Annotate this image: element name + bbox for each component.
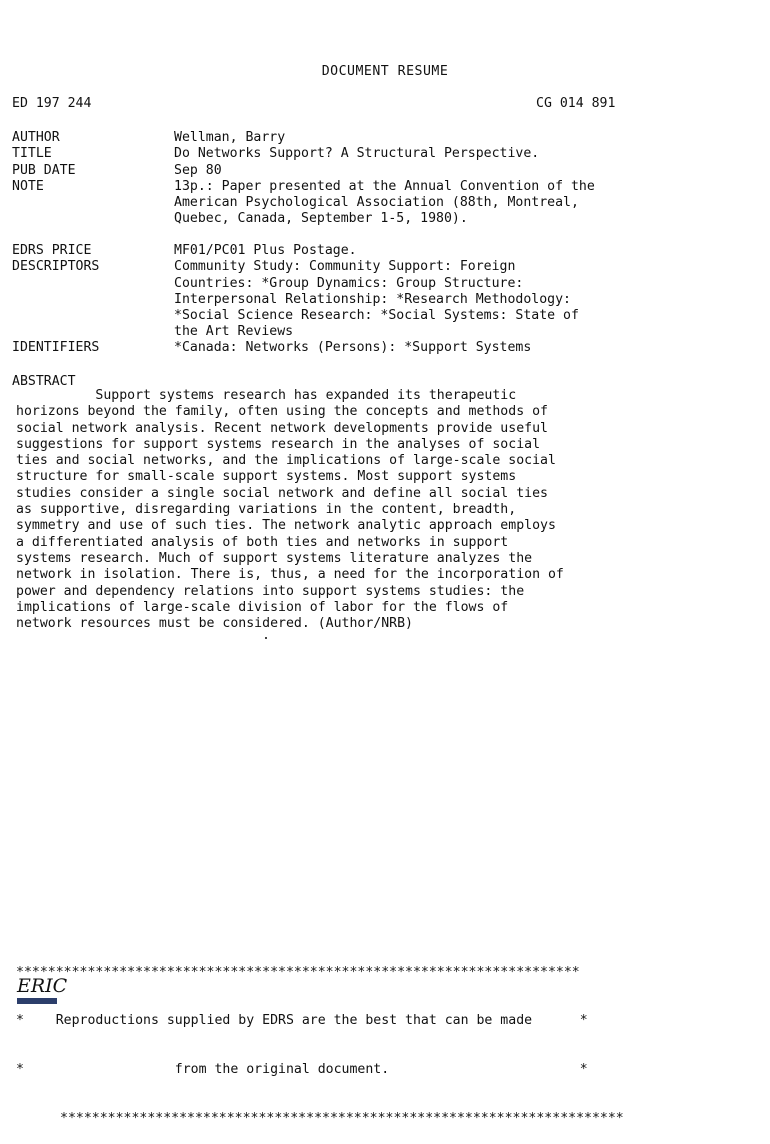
metadata-value: Wellman, Barry [174,130,286,145]
metadata-label [12,276,174,292]
metadata-block-descriptors [12,243,752,341]
abstract-line: a differentiated analysis of both ties and networks in support [16,534,509,550]
document-title: DOCUMENT RESUME [321,64,449,79]
abstract-line: network resources must be considered. (Author/NRB) [16,616,413,632]
abstract-line: Support systems research has expanded its therapeutic [16,388,517,403]
metadata-row [12,340,752,356]
metadata-value: Community Study: Community Support: Foreign [174,259,516,275]
metadata-row [12,292,752,308]
metadata-row [12,146,752,162]
abstract-line: network in isolation. There is, thus, a need for the incorporation of [16,567,564,583]
abstract-body [16,388,736,632]
metadata-value: *Canada: Networks (Persons): *Support Systems [174,340,532,355]
metadata-value: Sep 80 [174,162,222,178]
eric-logo-bar [17,998,57,1004]
abstract-label: ABSTRACT [12,374,76,389]
abstract-line: symmetry and use of such ties. The network analytic approach employs [16,518,556,534]
metadata-block-bibliographic [12,130,752,228]
metadata-row [12,276,752,292]
metadata-row [12,163,752,179]
metadata-value: Interpersonal Relationship: *Research Methodology: [174,291,571,307]
scan-speck [265,637,267,639]
metadata-row [12,211,752,227]
metadata-label: EDRS PRICE [12,243,92,258]
metadata-label: NOTE [12,178,44,194]
ed-number: ED 197 244 [12,96,92,111]
eric-logo-text: ERIC [17,975,68,997]
abstract-line: systems research. Much of support systems literature analyzes the [16,550,533,566]
metadata-row [12,308,752,324]
cg-number: CG 014 891 [536,96,616,111]
notice-line-1: * Reproductions supplied by EDRS are the best that can be made * [16,1013,588,1029]
metadata-label: AUTHOR [12,130,60,145]
metadata-label: IDENTIFIERS [12,340,100,355]
metadata-value: the Art Reviews [174,324,294,340]
abstract-line: ties and social networks, and the implications of large-scale social [16,453,556,469]
abstract-line: social network analysis. Recent network developments provide useful [16,420,548,436]
metadata-row [12,259,752,275]
eric-logo [17,975,68,1005]
metadata-row [12,243,752,259]
metadata-value: 13p.: Paper presented at the Annual Convention of the [174,178,595,194]
metadata-value: *Social Science Research: *Social Systems: State of [174,308,579,324]
abstract-line: as supportive, disregarding variations in the content, breadth, [16,502,517,518]
abstract-line: implications of large-scale division of labor for the flows of [16,599,509,615]
notice-line-2: * from the original document. * [16,1062,588,1078]
metadata-value: American Psychological Association (88th, Montreal, [174,195,579,211]
metadata-row [12,195,752,211]
metadata-value: Do Networks Support? A Structural Perspective. [174,146,540,162]
metadata-label [12,211,174,227]
metadata-row [12,130,752,146]
metadata-label [12,308,174,324]
abstract-line: power and dependency relations into support systems studies: the [16,583,525,599]
metadata-value: Quebec, Canada, September 1-5, 1980). [174,211,468,227]
reproduction-notice [16,932,738,1144]
metadata-label [12,292,174,308]
metadata-value: Countries: *Group Dynamics: Group Structure: [174,275,524,291]
metadata-row [12,179,752,195]
metadata-label: PUB DATE [12,162,76,178]
metadata-block-identifiers [12,340,752,356]
metadata-label: TITLE [12,146,52,162]
notice-star-border-bottom: *********************************************************************** [60,1111,624,1127]
metadata-value: MF01/PC01 Plus Postage. [174,243,357,258]
abstract-line: horizons beyond the family, often using the concepts and methods of [16,404,548,420]
abstract-line: suggestions for support systems research in the analyses of social [16,436,541,452]
notice-star-border-top: *********************************************************************** [16,964,580,980]
metadata-label [12,324,174,340]
metadata-label [12,195,174,211]
metadata-row [12,324,752,340]
metadata-label: DESCRIPTORS [12,259,100,275]
abstract-line: studies consider a single social network and define all social ties [16,485,548,501]
abstract-line: structure for small-scale support systems. Most support systems [16,469,517,485]
